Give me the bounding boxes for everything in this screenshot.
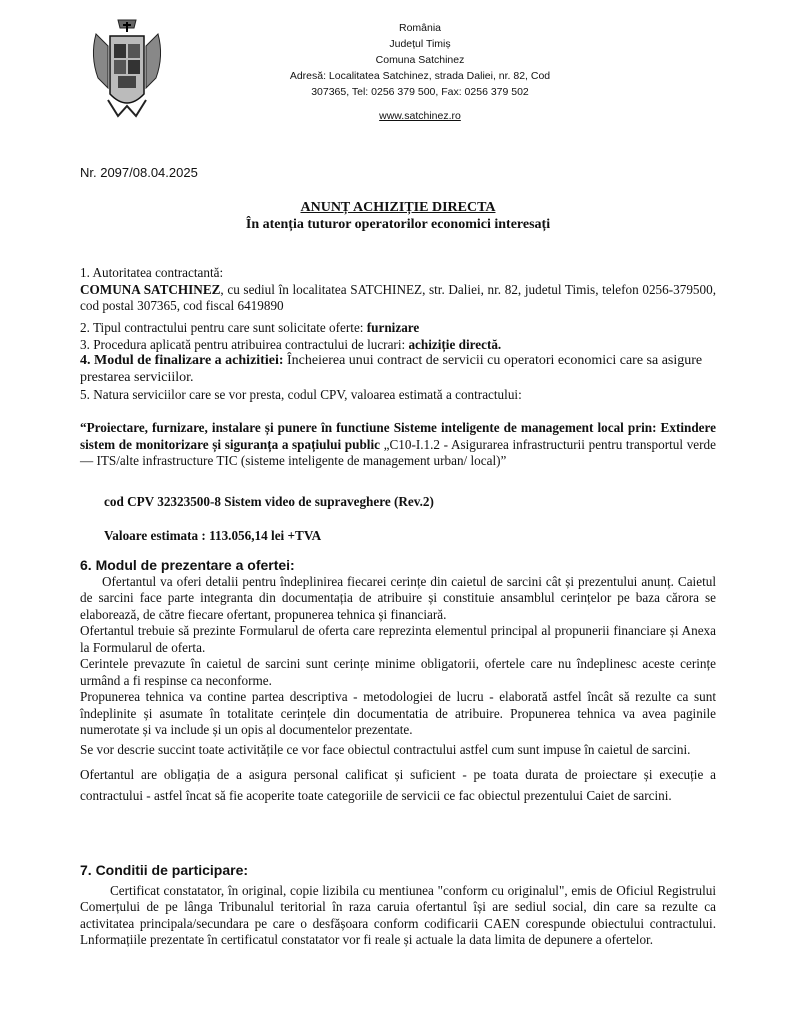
header-line: Comuna Satchinez bbox=[375, 54, 465, 66]
item-2: 2. Tipul contractului pentru care sunt solicitate oferte: furnizare bbox=[80, 320, 420, 335]
cpv-code: cod CPV 32323500-8 Sistem video de supraveghere (Rev.2) bbox=[104, 494, 434, 509]
section-6-paragraph: Ofertantul are obligația de a asigura personal calificat și suficient - pe toata durata de proiectare și execuție a contractului - astfel încat să fie acoperite toate categoriile de servicii ce fac obiectul prezentului Caiet de sarcini. bbox=[80, 766, 716, 803]
item-4: 4. Modul de finalizare a achizitiei: Încheierea unui contract de servicii cu operatori economici care sa asigure prestarea serviciilor. bbox=[80, 353, 703, 385]
item-5: 5. Natura serviciilor care se vor presta, codul CPV, valoarea estimată a contractului: bbox=[80, 387, 522, 402]
document-title: ANUNȚ ACHIZIȚIE DIRECTA bbox=[300, 200, 496, 215]
institution-header bbox=[270, 20, 570, 124]
section-6-paragraph: Ofertantul va oferi detalii pentru îndeplinirea fiecarei cerințe din caietul de sarcini cât și prezentului anunț. Caietul de sarcini face parte integranta din documentația de atribuire și constituie ansamblul cerințelor pe baza cărora se elaborează, de către fiecare ofertant, propunerea tehnica și financiară. bbox=[80, 573, 716, 622]
header-contact: 307365, Tel: 0256 379 500, Fax: 0256 379 502 bbox=[311, 86, 529, 98]
document-subtitle: În atenția tuturor operatorilor economici interesați bbox=[245, 217, 551, 232]
section-6-paragraph: Propunerea tehnica va contine partea descriptiva - metodologiei de lucru - elaborată astfel încât să rezulte ca sunt îndeplinite și asumate în totalitate cerințele din documentatia de atribuire. Propunerea tehnica va avea paginile numerotate și va include și un opis al documentelor prezentate. bbox=[80, 689, 716, 737]
item-3: 3. Procedura aplicată pentru atribuirea contractului de lucrari: achiziție directă. bbox=[80, 336, 502, 352]
project-component: „C10-I.1.2 - Asigurarea infrastructurii pentru transportul verde— ITS/alte infrastructure TIC (sisteme inteligente de management urban/ local)” bbox=[80, 436, 716, 468]
website-link[interactable]: www.satchinez.ro bbox=[379, 110, 461, 122]
header-line: Județul Timiș bbox=[389, 38, 451, 50]
section-6 bbox=[80, 557, 716, 806]
project-description bbox=[80, 420, 716, 470]
section-7-paragraph: Certificat constatator, în original, copie lizibila cu mentiunea "conform cu originalul", emis de Oficiul Registrului Comerțului de pe lânga Tribunalul teritorial în raza caruia ofertantul își are sediul social, din care sa rezulte ca activitatea principala/secundara pe care o desfășoara conform codificarii CAEN corespunde obiectului contractului. Lnformațiile prezentate în certificatul constatator vor fi reale și actuale la data limita de depunere a ofertelor. bbox=[80, 882, 716, 947]
items-list bbox=[80, 320, 716, 404]
section-6-paragraph: Se vor descrie succint toate activitățile ce vor face obiectul contractului astfel cum sunt impuse în caietul de sarcini. bbox=[80, 741, 691, 757]
section-1-heading: 1. Autoritatea contractantă: bbox=[80, 265, 224, 280]
section-7-heading: 7. Conditii de participare: bbox=[80, 862, 249, 878]
coat-of-arms-logo bbox=[88, 16, 166, 126]
section-authority bbox=[80, 265, 716, 315]
document-number: Nr. 2097/08.04.2025 bbox=[80, 165, 198, 180]
authority-details: , cu sediul în localitatea SATCHINEZ, str. Daliei, nr. 82, judetul Timis, telefon 0256-379500, cod postal 307365, cod fiscal 6419890 bbox=[80, 281, 716, 313]
section-6-heading: 6. Modul de prezentare a ofertei: bbox=[80, 557, 295, 573]
header-line: România bbox=[398, 22, 442, 34]
section-7 bbox=[80, 862, 716, 949]
header-address: Adresă: Localitatea Satchinez, strada Daliei, nr. 82, Cod bbox=[289, 70, 551, 82]
project-title: “Proiectare, furnizare, instalare și punere în functiune Sisteme inteligente de management local prin: Extindere sistem de monitorizare și siguranța a spațiului public bbox=[80, 420, 716, 452]
section-6-paragraph: Cerintele prevazute în caietul de sarcini sunt cerințe minime obligatorii, ofertele care nu îndeplinesc aceste cerințe urmând a fi respinse ca neconforme. bbox=[80, 656, 716, 688]
section-6-paragraph: Ofertantul trebuie să prezinte Formularul de oferta care reprezinta elementul principal al propunerii financiare și Anexa la Formularul de oferta. bbox=[80, 623, 716, 655]
authority-name: COMUNA SATCHINEZ bbox=[80, 281, 221, 297]
estimated-value: Valoare estimata : 113.056,14 lei +TVA bbox=[104, 528, 322, 543]
